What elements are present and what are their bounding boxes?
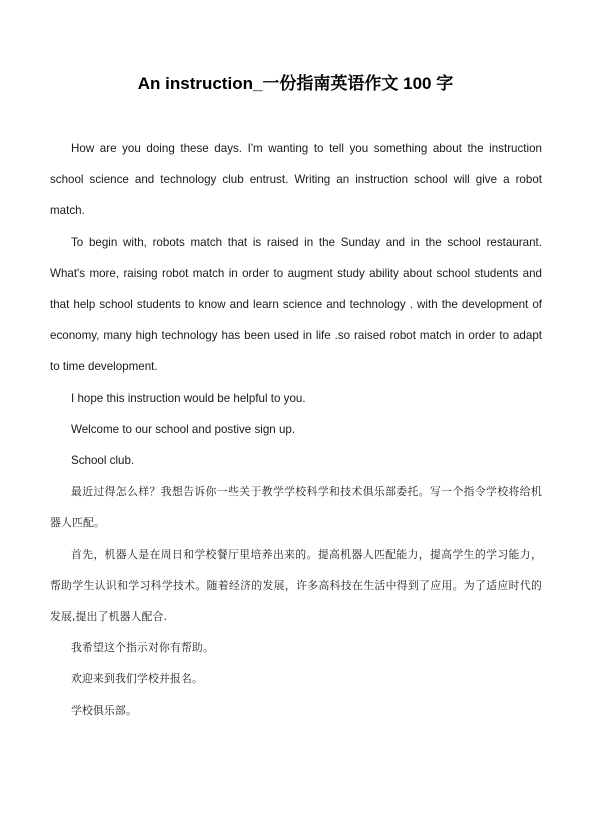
paragraph-zh-4: 欢迎来到我们学校并报名。 (71, 672, 203, 686)
paragraph-en-3: I hope this instruction would be helpful to you. (71, 391, 306, 405)
paragraph-en-5: School club. (71, 454, 135, 468)
paragraph-zh-2: 首先，机器人是在周日和学校餐厅里培养出来的。提高机器人匹配能力，提高学生的学习能力，帮助学生认识和学习科学技术。随着经济的发展，许多高科技在生活中得到了应用。为了适应时代的发展,提出了机器人配合. (50, 547, 542, 624)
document-body (50, 133, 542, 726)
paragraph-zh-5: 学校俱乐部。 (71, 703, 137, 717)
paragraph-en-4: Welcome to our school and postive sign up. (71, 422, 296, 436)
paragraph-en-2: To begin with, robots match that is raised in the Sunday and in the school restaurant. What's more, raising robot match in order to augment study ability about school students and that help school students to know and learn science and technology . with the development of economy, many high technology has been used in life .so raised robot match in order to adapt to time development. (50, 235, 542, 374)
paragraph-en-1: How are you doing these days. I'm wanting to tell you something about the instruction school science and technology club entrust. Writing an instruction school will give a robot match. (50, 142, 542, 218)
document-title: An instruction_一份指南英语作文 100 字 (137, 74, 454, 93)
paragraph-zh-1: 最近过得怎么样？我想告诉你一些关于教学学校科学和技术俱乐部委托。写一个指令学校将给机器人匹配。 (50, 485, 542, 530)
paragraph-zh-3: 我希望这个指示对你有帮助。 (71, 641, 214, 655)
